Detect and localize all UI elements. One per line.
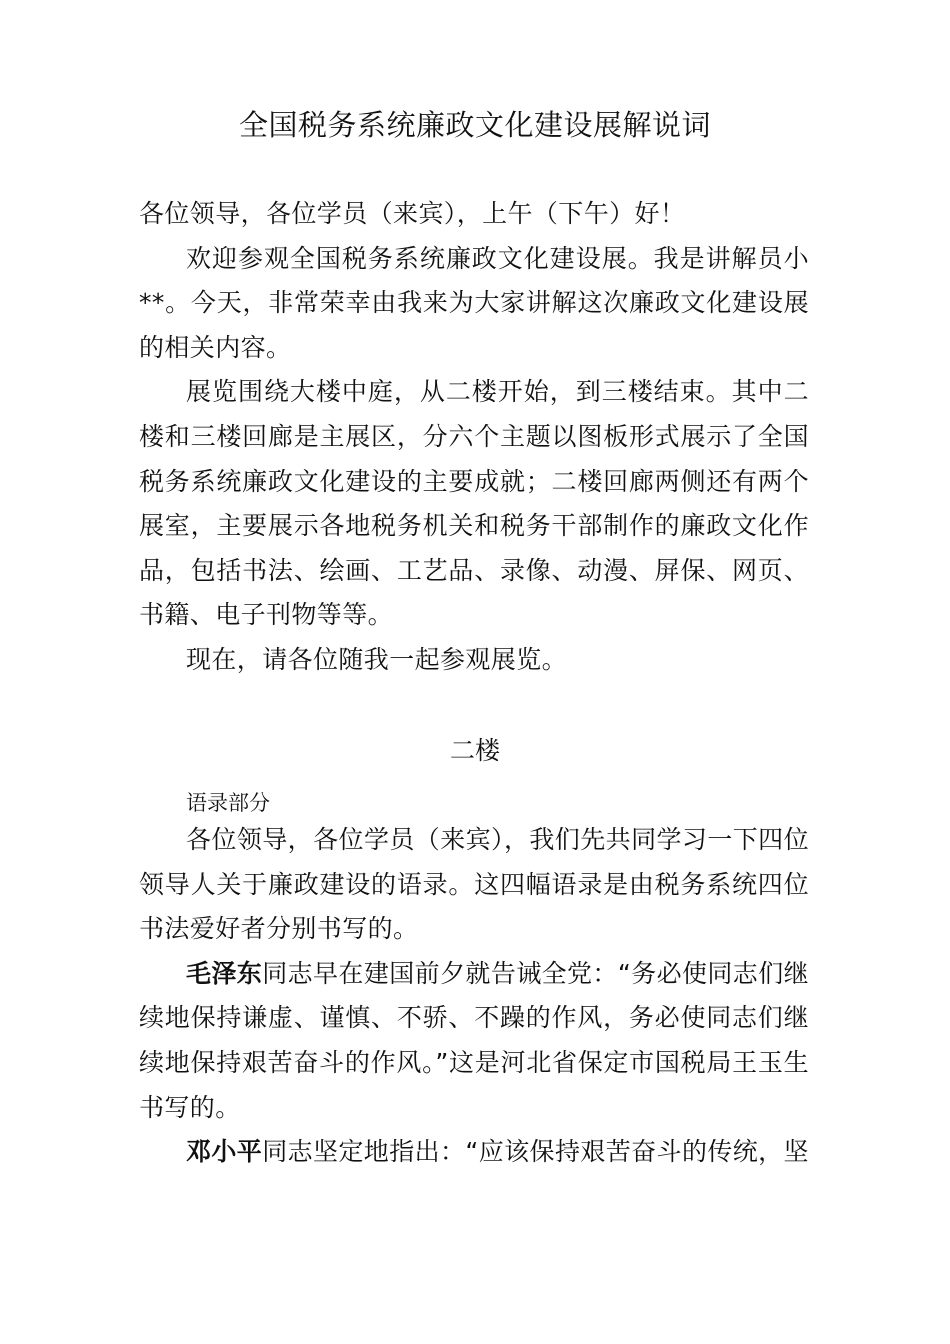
document-title: 全国税务系统廉政文化建设展解说词	[238, 108, 711, 142]
exhibition-layout-paragraph: 展览围绕大楼中庭，从二楼开始，到三楼结束。其中二楼和三楼回廊是主展区，分六个主题以图板形式展示了全国税务系统廉政文化建设的主要成就；二楼回廊两侧还有两个展室，主要展示各地税务机关和税务干部制作的廉政文化作品，包括书法、绘画、工艺品、录像、动漫、屏保、网页、书籍、电子刊物等等。	[139, 377, 809, 630]
invitation-paragraph: 现在，请各位随我一起参观展览。	[186, 644, 568, 674]
mao-quote-text: 同志早在建国前夕就告诫全党：“务必使同志们继续地保持谦虚、谨慎、不骄、不躁的作风，务必使同志们继续地保持艰苦奋斗的作风。”这是河北省保定市国税局王玉生书写的。	[139, 958, 809, 1122]
mao-quote-paragraph	[139, 952, 809, 1130]
leader-name-mao: 毛泽东	[186, 958, 263, 988]
deng-quote-paragraph	[139, 1130, 809, 1175]
deng-quote-text: 同志坚定地指出：“应该保持艰苦奋斗的传统，坚	[262, 1137, 809, 1167]
quotations-section	[139, 818, 809, 1175]
intro-section	[139, 192, 809, 683]
section-title-second-floor: 二楼	[449, 736, 500, 765]
quotations-intro-paragraph: 各位领导，各位学员（来宾），我们先共同学习一下四位领导人关于廉政建设的语录。这四幅语录是由税务系统四位书法爱好者分别书写的。	[139, 825, 809, 944]
leader-name-deng: 邓小平	[186, 1137, 263, 1167]
subhead-quotations: 语录部分	[186, 791, 270, 815]
welcome-paragraph: 欢迎参观全国税务系统廉政文化建设展。我是讲解员小**。今天，非常荣幸由我来为大家讲解这次廉政文化建设展的相关内容。	[139, 243, 809, 362]
greeting-paragraph: 各位领导，各位学员（来宾），上午（下午）好！	[139, 199, 686, 228]
